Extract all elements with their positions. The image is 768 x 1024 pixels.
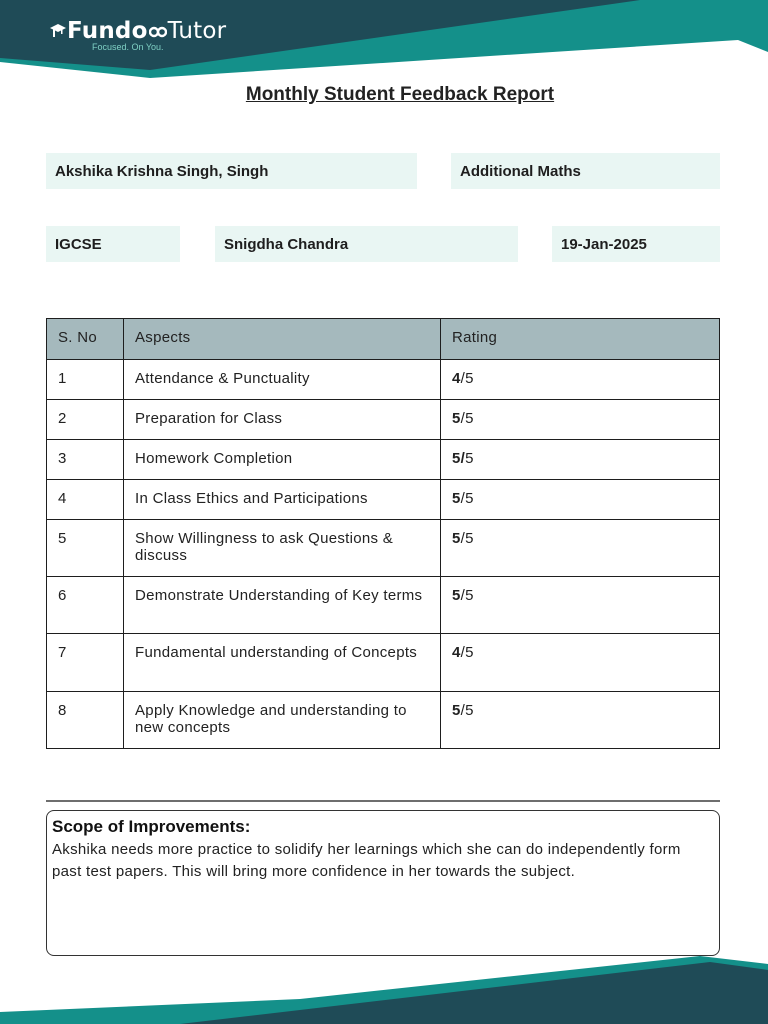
table-row bbox=[47, 440, 720, 480]
rating-out-of: /5 bbox=[460, 530, 474, 547]
row-sno: 6 bbox=[47, 577, 124, 634]
header-aspects: Aspects bbox=[124, 319, 441, 360]
row-aspect: Preparation for Class bbox=[124, 400, 441, 440]
row-rating bbox=[441, 577, 720, 634]
row-sno: 3 bbox=[47, 440, 124, 480]
header-sno: S. No bbox=[47, 319, 124, 360]
student-name-field: Akshika Krishna Singh, Singh bbox=[46, 153, 417, 189]
brand-name-first: Fundo bbox=[67, 18, 148, 44]
section-divider bbox=[46, 800, 720, 802]
rating-score: 5 bbox=[452, 490, 461, 507]
table-row bbox=[47, 400, 720, 440]
rating-out-of: /5 bbox=[460, 702, 474, 719]
rating-out-of: /5 bbox=[460, 587, 474, 604]
row-aspect: In Class Ethics and Participations bbox=[124, 480, 441, 520]
row-rating bbox=[441, 360, 720, 400]
row-aspect: Apply Knowledge and understanding to new concepts bbox=[124, 692, 441, 749]
rating-score: 5/ bbox=[452, 450, 466, 467]
rating-score: 4 bbox=[452, 370, 461, 387]
rating-out-of: /5 bbox=[460, 410, 474, 427]
rating-out-of: /5 bbox=[460, 370, 474, 387]
row-rating bbox=[441, 520, 720, 577]
row-sno: 7 bbox=[47, 634, 124, 692]
row-aspect: Homework Completion bbox=[124, 440, 441, 480]
rating-out-of: /5 bbox=[460, 490, 474, 507]
brand-logo bbox=[50, 18, 226, 52]
table-header-row bbox=[47, 319, 720, 360]
table-row bbox=[47, 480, 720, 520]
header-rating: Rating bbox=[441, 319, 720, 360]
subject-field: Additional Maths bbox=[451, 153, 720, 189]
row-sno: 4 bbox=[47, 480, 124, 520]
row-rating bbox=[441, 440, 720, 480]
scope-heading: Scope of Improvements: bbox=[52, 817, 251, 836]
footer-banner bbox=[0, 954, 768, 1024]
report-title: Monthly Student Feedback Report bbox=[245, 84, 555, 105]
scope-text: Akshika needs more practice to solidify her learnings which she can do independently form past test papers. This will bring more confidence in her towards the subject. bbox=[52, 841, 681, 880]
row-aspect: Fundamental understanding of Concepts bbox=[124, 634, 441, 692]
rating-score: 5 bbox=[452, 702, 461, 719]
table-row bbox=[47, 692, 720, 749]
row-sno: 2 bbox=[47, 400, 124, 440]
rating-out-of: 5 bbox=[465, 450, 474, 467]
rating-score: 5 bbox=[452, 530, 461, 547]
table-row bbox=[47, 577, 720, 634]
row-rating bbox=[441, 634, 720, 692]
date-field: 19-Jan-2025 bbox=[552, 226, 720, 262]
row-sno: 1 bbox=[47, 360, 124, 400]
board-field: IGCSE bbox=[46, 226, 180, 262]
row-rating bbox=[441, 480, 720, 520]
tutor-field: Snigdha Chandra bbox=[215, 226, 518, 262]
row-aspect: Attendance & Punctuality bbox=[124, 360, 441, 400]
link-icon bbox=[149, 18, 167, 44]
scope-of-improvements-box bbox=[46, 810, 720, 956]
rating-score: 5 bbox=[452, 587, 461, 604]
brand-name-second: Tutor bbox=[167, 18, 227, 44]
table-row bbox=[47, 634, 720, 692]
row-aspect: Demonstrate Understanding of Key terms bbox=[124, 577, 441, 634]
graduation-cap-icon bbox=[50, 18, 66, 44]
row-sno: 8 bbox=[47, 692, 124, 749]
feedback-table bbox=[46, 318, 720, 749]
rating-out-of: /5 bbox=[460, 644, 474, 661]
row-rating bbox=[441, 400, 720, 440]
rating-score: 5 bbox=[452, 410, 461, 427]
row-sno: 5 bbox=[47, 520, 124, 577]
table-row bbox=[47, 520, 720, 577]
table-row bbox=[47, 360, 720, 400]
rating-score: 4 bbox=[452, 644, 461, 661]
row-rating bbox=[441, 692, 720, 749]
row-aspect: Show Willingness to ask Questions & discuss bbox=[124, 520, 441, 577]
brand-tagline: Focused. On You. bbox=[92, 42, 164, 52]
